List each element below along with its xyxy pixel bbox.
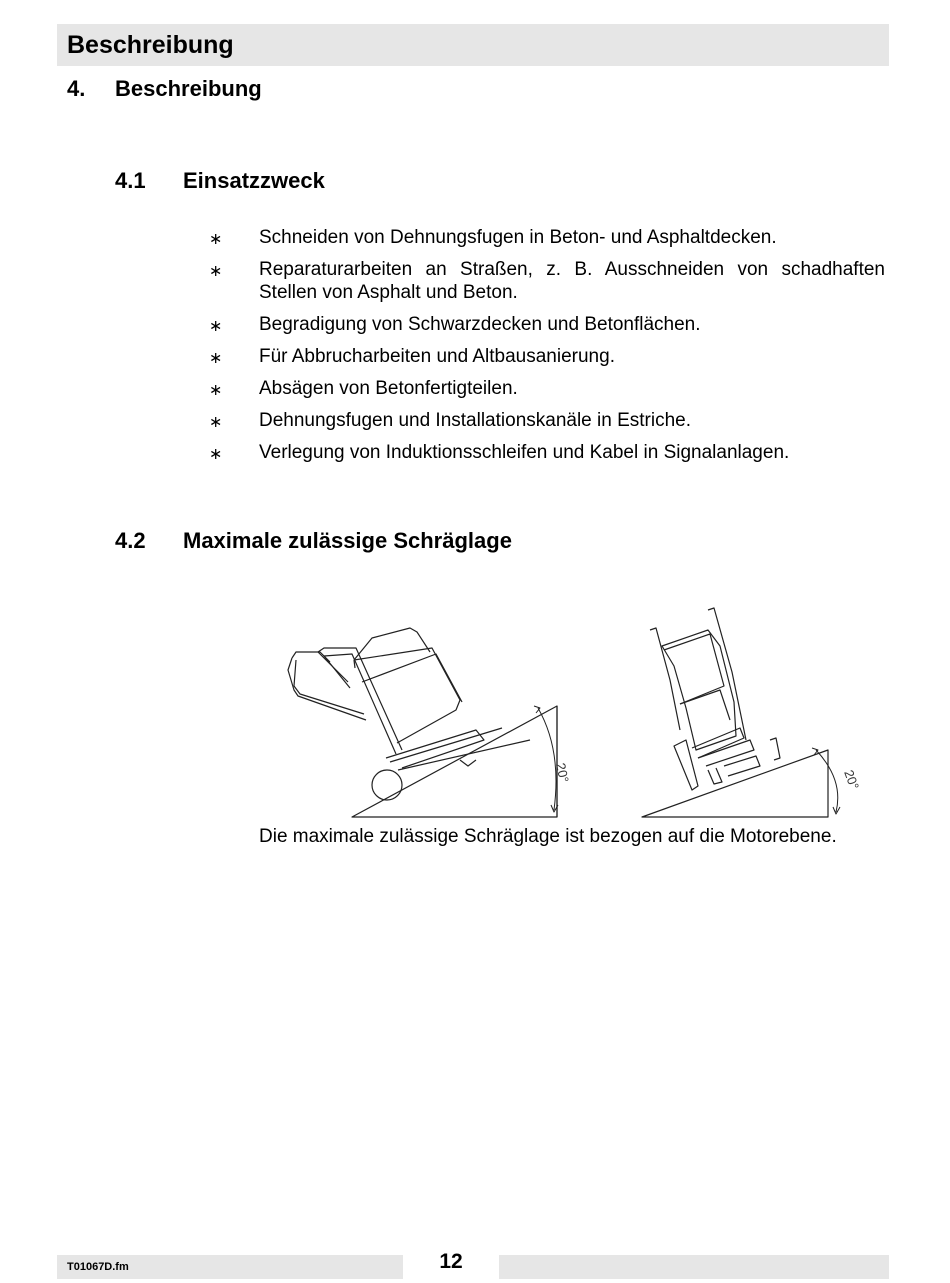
list-item: ∗ Dehnungsfugen und Installationskanäle in Estriche. <box>205 409 885 432</box>
bullet-icon: ∗ <box>209 350 223 367</box>
header-bar <box>57 24 889 66</box>
section-title: Maximale zulässige Schräglage <box>183 528 512 553</box>
angle-label-left: 20° <box>553 761 572 784</box>
angle-label-right: 20° <box>841 767 863 792</box>
list-item: ∗ Begradigung von Schwarzdecken und Betonflächen. <box>205 313 885 336</box>
section-title: Einsatzzweck <box>183 168 325 193</box>
list-item: ∗ Reparaturarbeiten an Straßen, z. B. Ausschneiden von schadhaften Stellen von Asphalt und Beton. <box>209 259 885 303</box>
bullet-icon: ∗ <box>209 446 223 463</box>
list-item: ∗ Schneiden von Dehnungsfugen in Beton- und Asphaltdecken. <box>205 226 885 249</box>
footer-right-bar <box>499 1255 889 1279</box>
saw-front-view-figure <box>642 608 828 817</box>
bullet-icon: ∗ <box>209 318 223 335</box>
list-item: ∗ Absägen von Betonfertigteilen. <box>205 377 885 400</box>
list-item: ∗ Für Abbrucharbeiten und Altbausanierung. <box>205 345 885 368</box>
section-number: 4.2 <box>115 528 146 553</box>
chapter-title: Beschreibung <box>115 76 262 101</box>
footer-filename: T01067D.fm <box>67 1261 129 1273</box>
saw-side-view-figure <box>288 628 557 817</box>
chapter-number: 4. <box>67 76 86 101</box>
page-number: 12 <box>439 1250 463 1273</box>
section-number: 4.1 <box>115 168 146 193</box>
usage-list <box>205 226 885 473</box>
footer-left-bar <box>57 1255 403 1279</box>
slope-diagram <box>270 590 890 830</box>
figure-caption: Die maximale zulässige Schräglage ist bezogen auf die Motorebene. <box>259 826 837 847</box>
bullet-icon: ∗ <box>209 263 223 280</box>
page-header-title: Beschreibung <box>67 31 234 59</box>
bullet-icon: ∗ <box>209 414 223 431</box>
bullet-icon: ∗ <box>209 382 223 399</box>
bullet-icon: ∗ <box>209 231 223 248</box>
list-item: ∗ Verlegung von Induktionsschleifen und Kabel in Signalanlagen. <box>205 441 885 464</box>
